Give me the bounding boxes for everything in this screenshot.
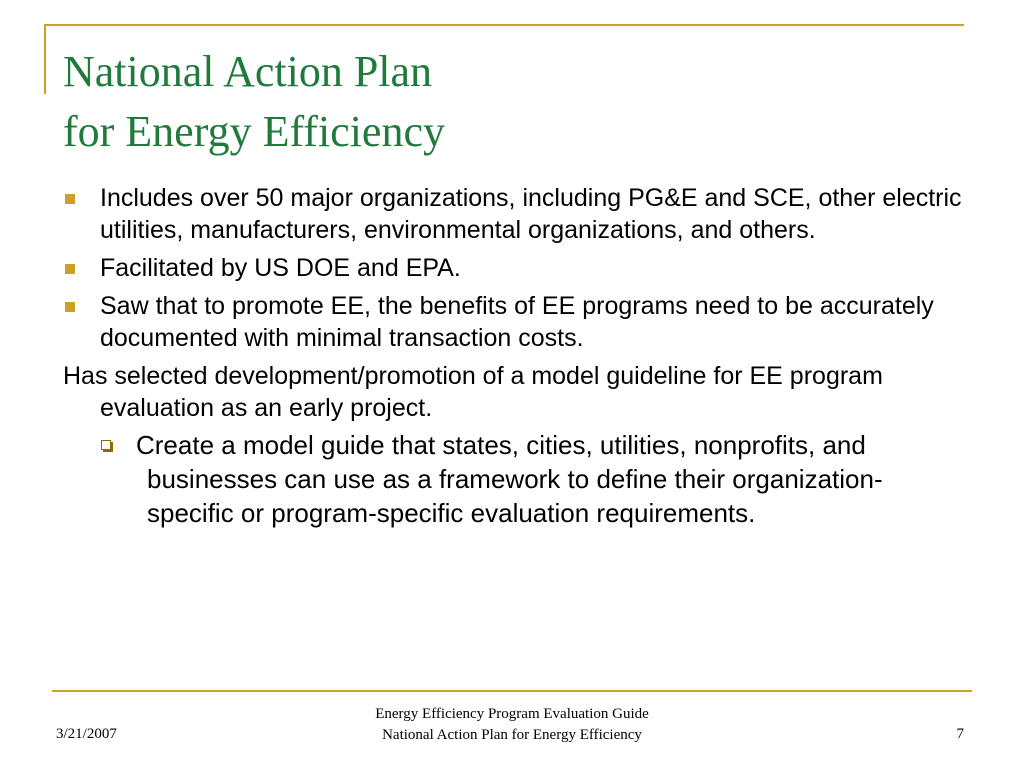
slide-body xyxy=(63,182,963,530)
bullet-item xyxy=(63,290,963,354)
bullet-text: Includes over 50 major organizations, including PG&E and SCE, other electric utilities, manufacturers, environmental organizations, and others. xyxy=(100,184,962,244)
accent-line-top xyxy=(44,24,964,26)
square-bullet-icon xyxy=(65,264,75,274)
footer-center-line-1: Energy Efficiency Program Evaluation Guide xyxy=(375,706,649,722)
hollow-square-bullet-icon xyxy=(101,440,111,450)
square-bullet-icon xyxy=(65,302,75,312)
sub-bullet-text: Create a model guide that states, cities, utilities, nonprofits, and businesses can use as a framework to define their organization-specific or program-specific evaluation requirements. xyxy=(136,430,883,528)
square-bullet-icon xyxy=(65,194,75,204)
body-paragraph: Has selected development/promotion of a model guideline for EE program evaluation as an early project. xyxy=(63,362,883,422)
title-line-2: for Energy Efficiency xyxy=(63,107,445,156)
accent-line-left xyxy=(44,24,46,94)
bullet-text: Facilitated by US DOE and EPA. xyxy=(100,254,461,282)
footer-date: 3/21/2007 xyxy=(56,726,117,742)
bullet-item xyxy=(63,182,963,246)
slide-title xyxy=(63,42,963,162)
title-line-1: National Action Plan xyxy=(63,47,433,96)
footer-center xyxy=(312,704,712,746)
bullet-item xyxy=(63,252,963,284)
bullet-text: Saw that to promote EE, the benefits of EE programs need to be accurately documented with minimal transaction costs. xyxy=(100,292,934,352)
accent-line-bottom xyxy=(52,690,972,692)
page-number: 7 xyxy=(956,726,964,742)
sub-bullet-item xyxy=(63,428,963,530)
footer-center-line-2: National Action Plan for Energy Efficiency xyxy=(382,727,642,743)
